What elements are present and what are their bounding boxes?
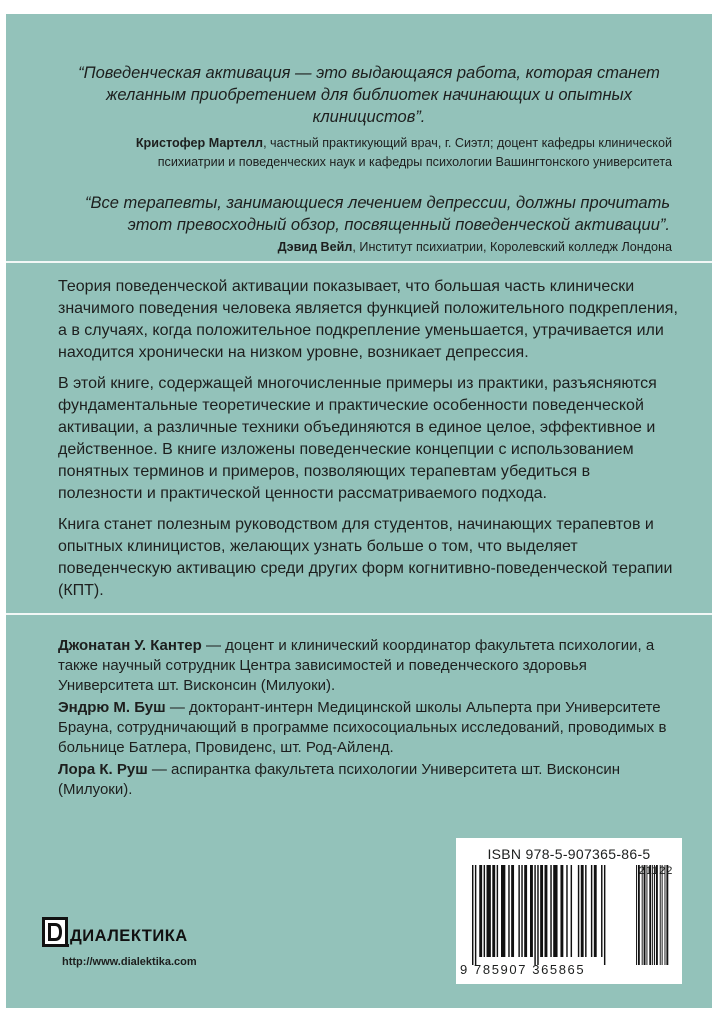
barcode-bar: [571, 865, 572, 957]
barcode-bar: [492, 865, 495, 957]
barcode-bar: [666, 865, 668, 965]
barcode-bar: [472, 865, 473, 965]
barcode-bar: [537, 865, 538, 965]
barcode-bar: [654, 865, 655, 965]
barcode-bar: [652, 865, 653, 965]
barcode-bar: [534, 865, 535, 965]
barcode-bar: [508, 865, 509, 957]
barcode-bar: [591, 865, 592, 957]
barcode-bar: [638, 865, 640, 965]
barcode-bar: [660, 865, 661, 965]
barcode-bar: [581, 865, 584, 957]
barcode-bar: [656, 865, 658, 965]
barcode-bar: [553, 865, 557, 957]
barcode-bar: [479, 865, 482, 957]
barcode-bar: [601, 865, 602, 957]
reviews-section: [6, 62, 712, 257]
barcode-bar: [530, 865, 533, 957]
review-author-name: Кристофер Мартелл: [135, 136, 264, 150]
isbn-barcode: [456, 838, 682, 984]
review-author-info: , частный практикующий врач, г. Сиэтл; доцент кафедры клинической психиатрии и поведенческих наук и кафедры психологии Вашингтонского университета: [157, 136, 672, 169]
publisher-logo-icon: [42, 917, 72, 951]
barcode-bar: [566, 865, 567, 957]
barcode-bar: [540, 865, 543, 957]
author-info: — докторант-интерн Медицинской школы Альперта при Университете Брауна, сотрудничающий в программе психосоциальных исследований, проводимых в больнице Батлера, Провиденс, шт. Род-Айленд.: [58, 699, 667, 756]
review-author: [66, 238, 672, 257]
barcode-bar: [642, 865, 643, 965]
barcode-bar: [501, 865, 505, 957]
description-paragraph: Теория поведенческой активации показывает, что большая часть клинически значимого поведения человека является функцией положительного подкрепления, а в случаях, когда положительное подкрепление уменьшается, утрачивается или находится хронически на низком уровне, возникает депрессия.: [58, 278, 678, 361]
isbn-number: ISBN 978-5-907365-86-5: [487, 846, 651, 862]
review-text: “Все терапевты, занимающиеся лечением депрессии, должны прочитать этот превосходный обзор, посвященный поведенческой активации”.: [85, 194, 670, 234]
barcode-bar: [665, 865, 666, 965]
description-paragraph: Книга станет полезным руководством для студентов, начинающих терапевтов и опытных клиницистов, желающих узнать больше о том, что выделяет поведенческую активацию среди других форм когнитивно-поведенческой терапии (КПТ).: [58, 516, 673, 599]
divider-line: [6, 261, 712, 263]
barcode-bar: [604, 865, 605, 965]
barcode-bar: [662, 865, 663, 965]
divider-line: [6, 613, 712, 615]
barcode-bar: [636, 865, 637, 965]
review-text: “Поведенческая активация — это выдающаяся работа, которая станет желанным приобретением для библиотек начинающих и опытных клиницистов”.: [78, 64, 660, 126]
barcode-bar: [550, 865, 551, 957]
barcode-bar: [644, 865, 646, 965]
barcode-bar: [484, 865, 485, 957]
barcode-bar: [649, 865, 651, 965]
barcode-addon-number: 21122: [638, 865, 674, 877]
author-info: — доцент и клинический координатор факультета психологии, а также научный сотрудник Центра зависимостей и поведенческого здоровья Университета шт. Висконсин (Милуоки).: [58, 637, 655, 694]
barcode-bar: [497, 865, 498, 957]
barcode-bar: [545, 865, 548, 957]
review-author-name: Дэвид Вейл: [277, 240, 353, 254]
authors-section: [58, 636, 683, 802]
review-author-info: , Институт психиатрии, Королевский колледж Лондона: [352, 240, 672, 254]
book-description: [58, 276, 678, 611]
barcode-bar: [524, 865, 527, 957]
publisher-logo: [42, 917, 242, 951]
barcode-bars: [472, 865, 638, 965]
barcode-bar: [585, 865, 586, 957]
publisher-url: http://www.dialektika.com: [62, 956, 197, 968]
review-quote: [6, 192, 712, 257]
barcode-bar: [518, 865, 519, 957]
review-quote: [6, 62, 712, 172]
author-name: Эндрю М. Буш: [58, 699, 166, 716]
barcode-bar: [646, 865, 647, 965]
description-paragraph: В этой книге, содержащей многочисленные примеры из практики, разъясняются фундаментальные теоретические и практические особенности поведенческой активации, а различные техники объединяются в единое целое, эффективное и действенное. В книге изложены поведенческие концепции с использованием понятных терминов и примеров, позволяющих терапевтам убедиться в полезности и практической ценности рассматриваемого подхода.: [58, 375, 657, 502]
barcode-bar: [487, 865, 491, 957]
barcode-bar: [511, 865, 514, 957]
author-bio: [58, 698, 683, 758]
barcode-bar: [594, 865, 597, 957]
author-info: — аспирантка факультета психологии Университета шт. Висконсин (Милуоки).: [58, 761, 620, 798]
barcode-bar: [521, 865, 522, 957]
author-name: Лора К. Руш: [58, 761, 148, 778]
barcode-bar: [560, 865, 563, 957]
barcode-addon-bars: [636, 865, 676, 965]
barcode-number: 9 785907 365865: [460, 962, 586, 977]
review-author: [66, 134, 672, 172]
back-cover: [6, 14, 712, 1008]
author-bio: [58, 760, 683, 800]
publisher-name: ДИАЛЕКТИКА: [70, 927, 188, 945]
author-name: Джонатан У. Кантер: [58, 637, 202, 654]
barcode-bar: [475, 865, 476, 965]
barcode-bar: [578, 865, 579, 957]
author-bio: [58, 636, 683, 696]
